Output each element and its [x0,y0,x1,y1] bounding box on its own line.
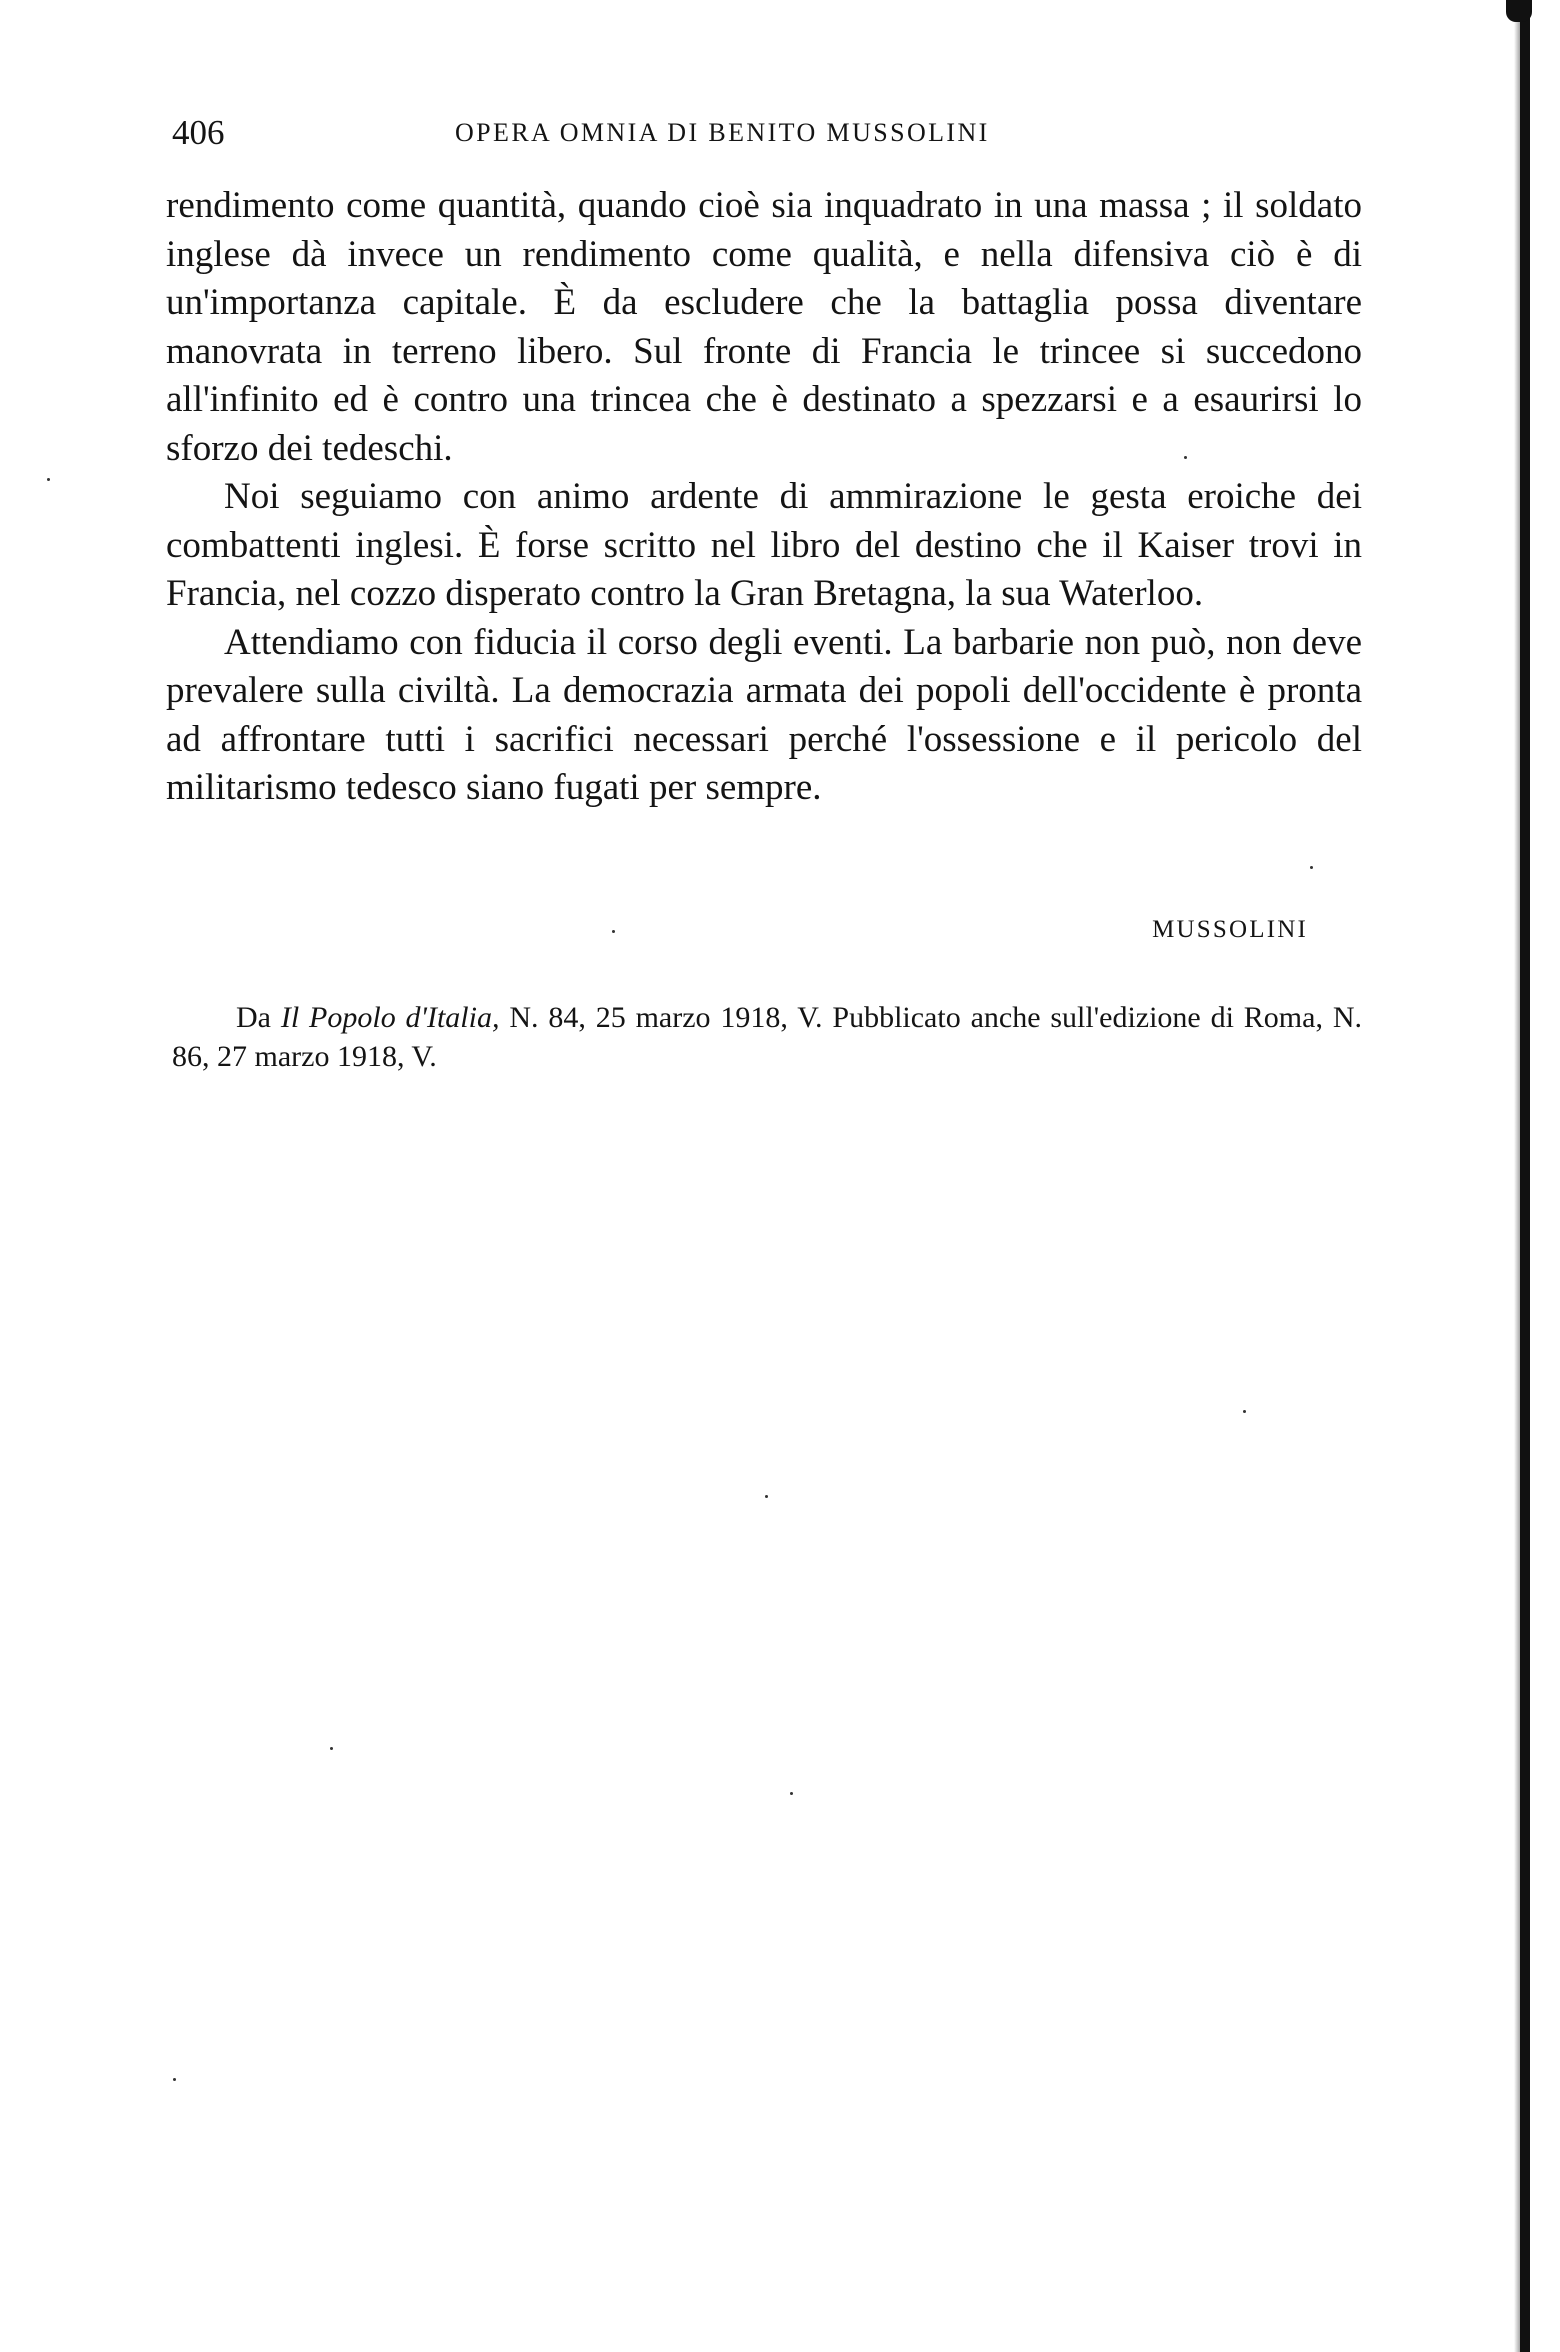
scan-speck [790,1792,793,1795]
scan-speck [47,478,50,481]
body-text [166,182,1362,813]
scan-speck [1243,1410,1246,1413]
source-note [172,998,1362,1076]
scan-speck [1310,866,1313,869]
running-head-title: OPERA OMNIA DI BENITO MUSSOLINI [455,118,990,147]
paragraph: Noi seguiamo con animo ardente di ammirazione le gesta eroiche dei combattenti inglesi. È forse scritto nel libro del destino che il Kaiser trovi in Francia, nel cozzo disperato contro la Gran Bretagna, la sua Waterloo. [166,476,1362,614]
scan-speck [765,1495,768,1498]
scan-speck [330,1747,333,1750]
source-note-publication: Il Popolo d'Italia, [280,1001,500,1034]
page-number: 406 [172,113,225,152]
source-note-prefix: Da [236,1001,281,1034]
paragraph: Attendiamo con fiducia il corso degli eventi. La barbarie non può, non deve prevalere sulla civiltà. La democrazia armata dei popoli dell'occidente è pronta ad affrontare tutti i sacrifici necessari perché l'ossessione e il pericolo del militarismo tedesco siano fugati per sempre. [166,621,1362,808]
paragraph-continued: rendimento come quantità, quando cioè sia inquadrato in una massa ; il soldato inglese dà invece un rendimento come qualità, e nella difensiva ciò è di un'importanza capitale. È da escludere che la battaglia possa diventare manovrata in terreno libero. Sul fronte di Francia le trincee si succedono all'infinito ed è contro una trincea che è destinato a spezzarsi e a esaurirsi lo sforzo dei tedeschi. [166,185,1362,469]
running-head [172,108,1362,158]
scan-speck [173,2078,176,2081]
source-note-rest: N. 84, 25 marzo 1918, V. Pubblicato anche sull'edizione di Roma, N. 86, 27 marzo 1918, V. [172,1001,1362,1073]
scan-speck [612,930,615,933]
page-edge-blot [1506,0,1532,22]
page-edge-shadow [1520,0,1530,2352]
source-note-text [172,998,1362,1076]
signature: MUSSOLINI [1152,916,1308,943]
scan-speck [1184,456,1187,459]
